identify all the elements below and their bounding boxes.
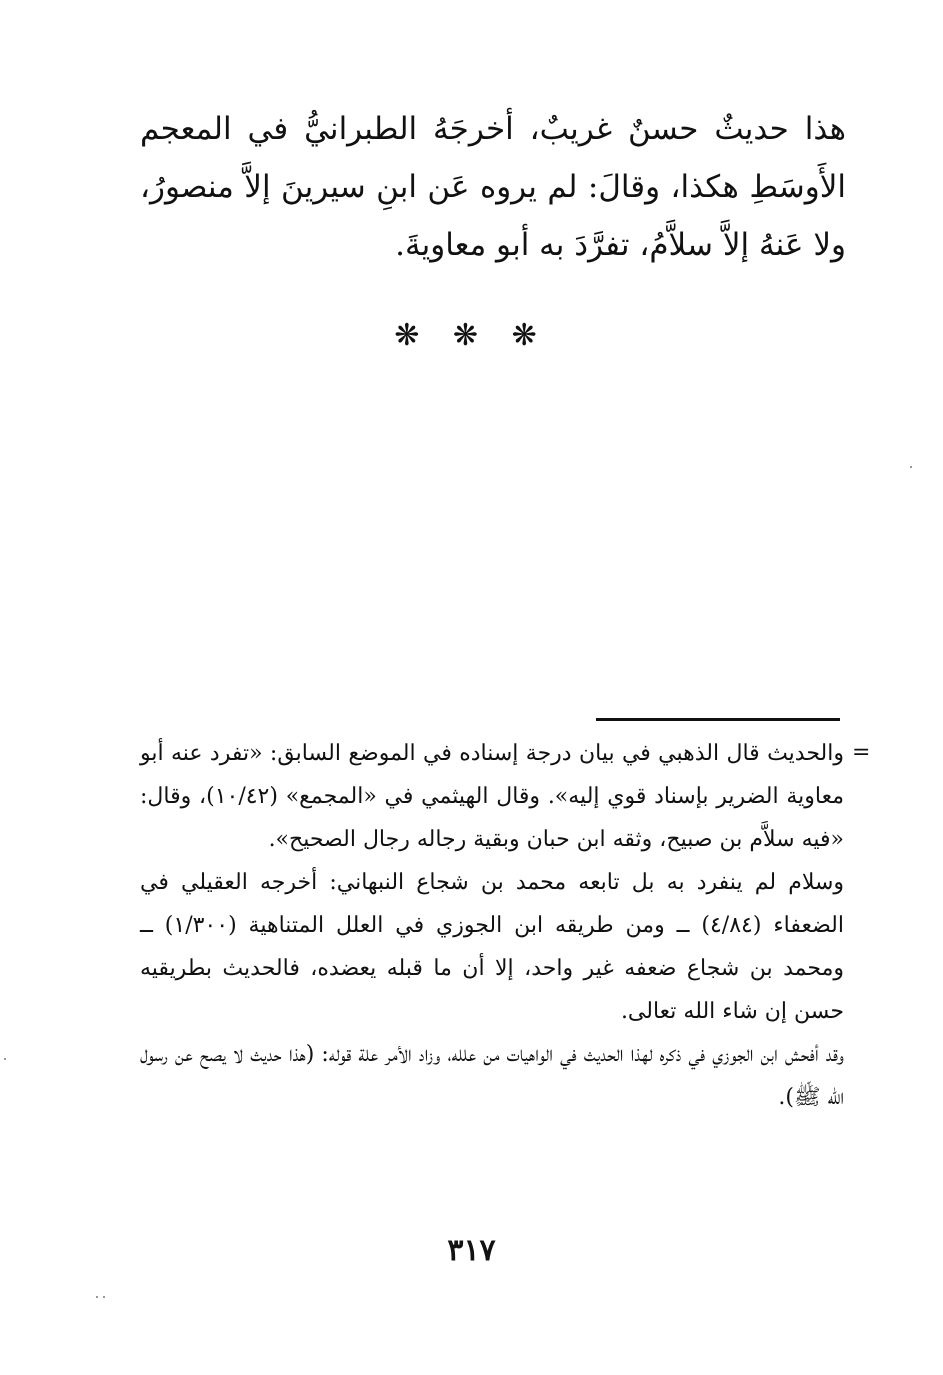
scan-speck: [96, 1296, 98, 1298]
footnote-paragraph: وسلام لم ينفرد به بل تابعه محمد بن شجاع النبهاني: أخرجه العقيلي في الضعفاء (٤/٨٤) ــ ومن طريقه ابن الجوزي في العلل المتناهية (١/٣٠٠) ــ ومحمد بن شجاع ضعفه غير واحد، إلا أن ما قبله يعضده، فالحديث بطريقيه حسن إن شاء الله تعالى.: [140, 870, 844, 1024]
scan-speck: [4, 1058, 6, 1060]
scan-speck: [910, 466, 912, 468]
main-text-block: [140, 100, 846, 274]
page-number: ٣١٧: [447, 1233, 496, 1268]
footnote-paragraph: وقد أفحش ابن الجوزي في ذكره لهذا الحديث في الواهيات من علله، وزاد الأمر علة قوله: (هذا حديث لا يصح عن رسول الله ﷺ).: [140, 1042, 844, 1110]
section-separator-stars: ❋ ❋ ❋: [394, 318, 549, 353]
footnote-continuation-mark: =: [852, 740, 871, 765]
scan-speck: [103, 1296, 105, 1298]
footnote-divider-line: [596, 718, 840, 721]
main-paragraph: هذا حديثٌ حسنٌ غريبٌ، أخرجَهُ الطبرانيُّ في المعجم الأَوسَطِ هكذا، وقالَ: لم يروه عَن ابنِ سيرينَ إلاَّ منصورُ، ولا عَنهُ إلاَّ سلاَّمُ، تفرَّدَ به أبو معاويةَ.: [140, 111, 846, 263]
footnotes-block: [140, 732, 844, 1119]
footnote-paragraph: والحديث قال الذهبي في بيان درجة إسناده في الموضع السابق: «تفرد عنه أبو معاوية الضرير بإسناد قوي إليه». وقال الهيثمي في «المجمع» (١٠/٤٢)، وقال: «فيه سلاَّم بن صبيح، وثقه ابن حبان وبقية رجاله رجال الصحيح».: [140, 741, 844, 852]
